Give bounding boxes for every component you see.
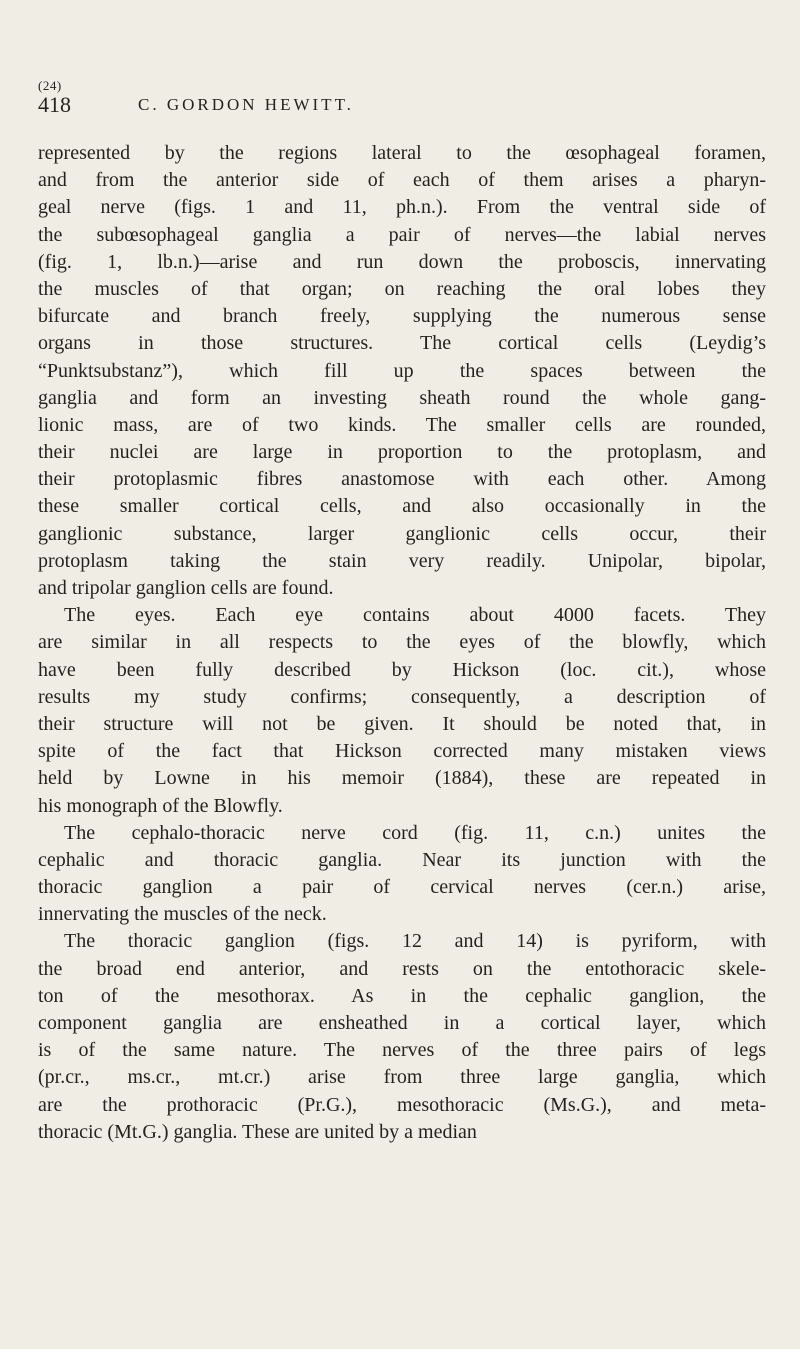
text-line: thoracic ganglion a pair of cervical nerves (cer.n.) arise,: [38, 876, 766, 899]
text-line: ganglionic substance, larger ganglionic cells occur, their: [38, 522, 766, 545]
text-line: geal nerve (figs. 1 and 11, ph.n.). From the ventral side of: [38, 196, 766, 219]
paragraph: [38, 928, 766, 1146]
text-line: innervating the muscles of the neck.: [38, 903, 327, 926]
text-line: and tripolar ganglion cells are found.: [38, 577, 334, 599]
text-line: their protoplasmic fibres anastomose with each other. Among: [38, 468, 766, 491]
text-line: the broad end anterior, and rests on the entothoracic skele-: [38, 957, 766, 980]
text-line: (fig. 1, lb.n.)—arise and run down the proboscis, innervating: [38, 250, 766, 273]
text-line: have been fully described by Hickson (loc. cit.), whose: [38, 658, 766, 681]
paragraph: [38, 820, 766, 929]
text-line: The thoracic ganglion (figs. 12 and 14) is pyriform, with: [64, 930, 766, 953]
text-line: cephalic and thoracic ganglia. Near its junction with the: [38, 848, 766, 871]
signature-mark: (24): [38, 78, 62, 93]
page-header: [38, 92, 762, 132]
text-line: “Punktsubstanz”), which fill up the spaces between the: [38, 359, 766, 382]
text-line: and from the anterior side of each of them arises a pharyn-: [38, 169, 766, 192]
text-line: held by Lowne in his memoir (1884), these are repeated in: [38, 767, 766, 790]
text-line: protoplasm taking the stain very readily. Unipolar, bipolar,: [38, 549, 766, 572]
text-line: are similar in all respects to the eyes of the blowfly, which: [38, 631, 766, 654]
text-line: thoracic (Mt.G.) ganglia. These are united by a median: [38, 1120, 477, 1143]
text-line: lionic mass, are of two kinds. The smaller cells are rounded,: [38, 413, 766, 436]
text-line: their structure will not be given. It should be noted that, in: [38, 712, 766, 735]
text-line: the muscles of that organ; on reaching the oral lobes they: [38, 277, 766, 300]
text-line: spite of the fact that Hickson corrected many mistaken views: [38, 740, 766, 763]
text-line: their nuclei are large in proportion to the protoplasm, and: [38, 441, 766, 464]
text-line: is of the same nature. The nerves of the three pairs of legs: [38, 1039, 766, 1062]
text-line: these smaller cortical cells, and also occasionally in the: [38, 495, 766, 518]
text-line: the subœsophageal ganglia a pair of nerves—the labial nerves: [38, 223, 766, 246]
running-head: C. GORDON HEWITT.: [138, 95, 354, 114]
text-line: his monograph of the Blowfly.: [38, 794, 283, 817]
text-line: The eyes. Each eye contains about 4000 facets. They: [64, 604, 766, 627]
page-number: 418: [38, 92, 71, 117]
body-text: [38, 140, 766, 1146]
text-line: results my study confirms; consequently, a description of: [38, 685, 766, 708]
text-line: ganglia and form an investing sheath round the whole gang-: [38, 386, 766, 409]
paragraph: [38, 602, 766, 820]
text-line: component ganglia are ensheathed in a cortical layer, which: [38, 1012, 766, 1034]
text-line: are the prothoracic (Pr.G.), mesothoracic (Ms.G.), and meta-: [38, 1093, 766, 1116]
text-line: represented by the regions lateral to the œsophageal foramen,: [38, 142, 766, 164]
text-line: organs in those structures. The cortical cells (Leydig’s: [38, 332, 766, 355]
text-line: ton of the mesothorax. As in the cephalic ganglion, the: [38, 984, 766, 1007]
text-line: The cephalo-thoracic nerve cord (fig. 11, c.n.) unites the: [64, 821, 766, 844]
paragraph: [38, 140, 766, 602]
text-line: bifurcate and branch freely, supplying the numerous sense: [38, 305, 766, 328]
text-line: (pr.cr., ms.cr., mt.cr.) arise from three large ganglia, which: [38, 1066, 766, 1089]
